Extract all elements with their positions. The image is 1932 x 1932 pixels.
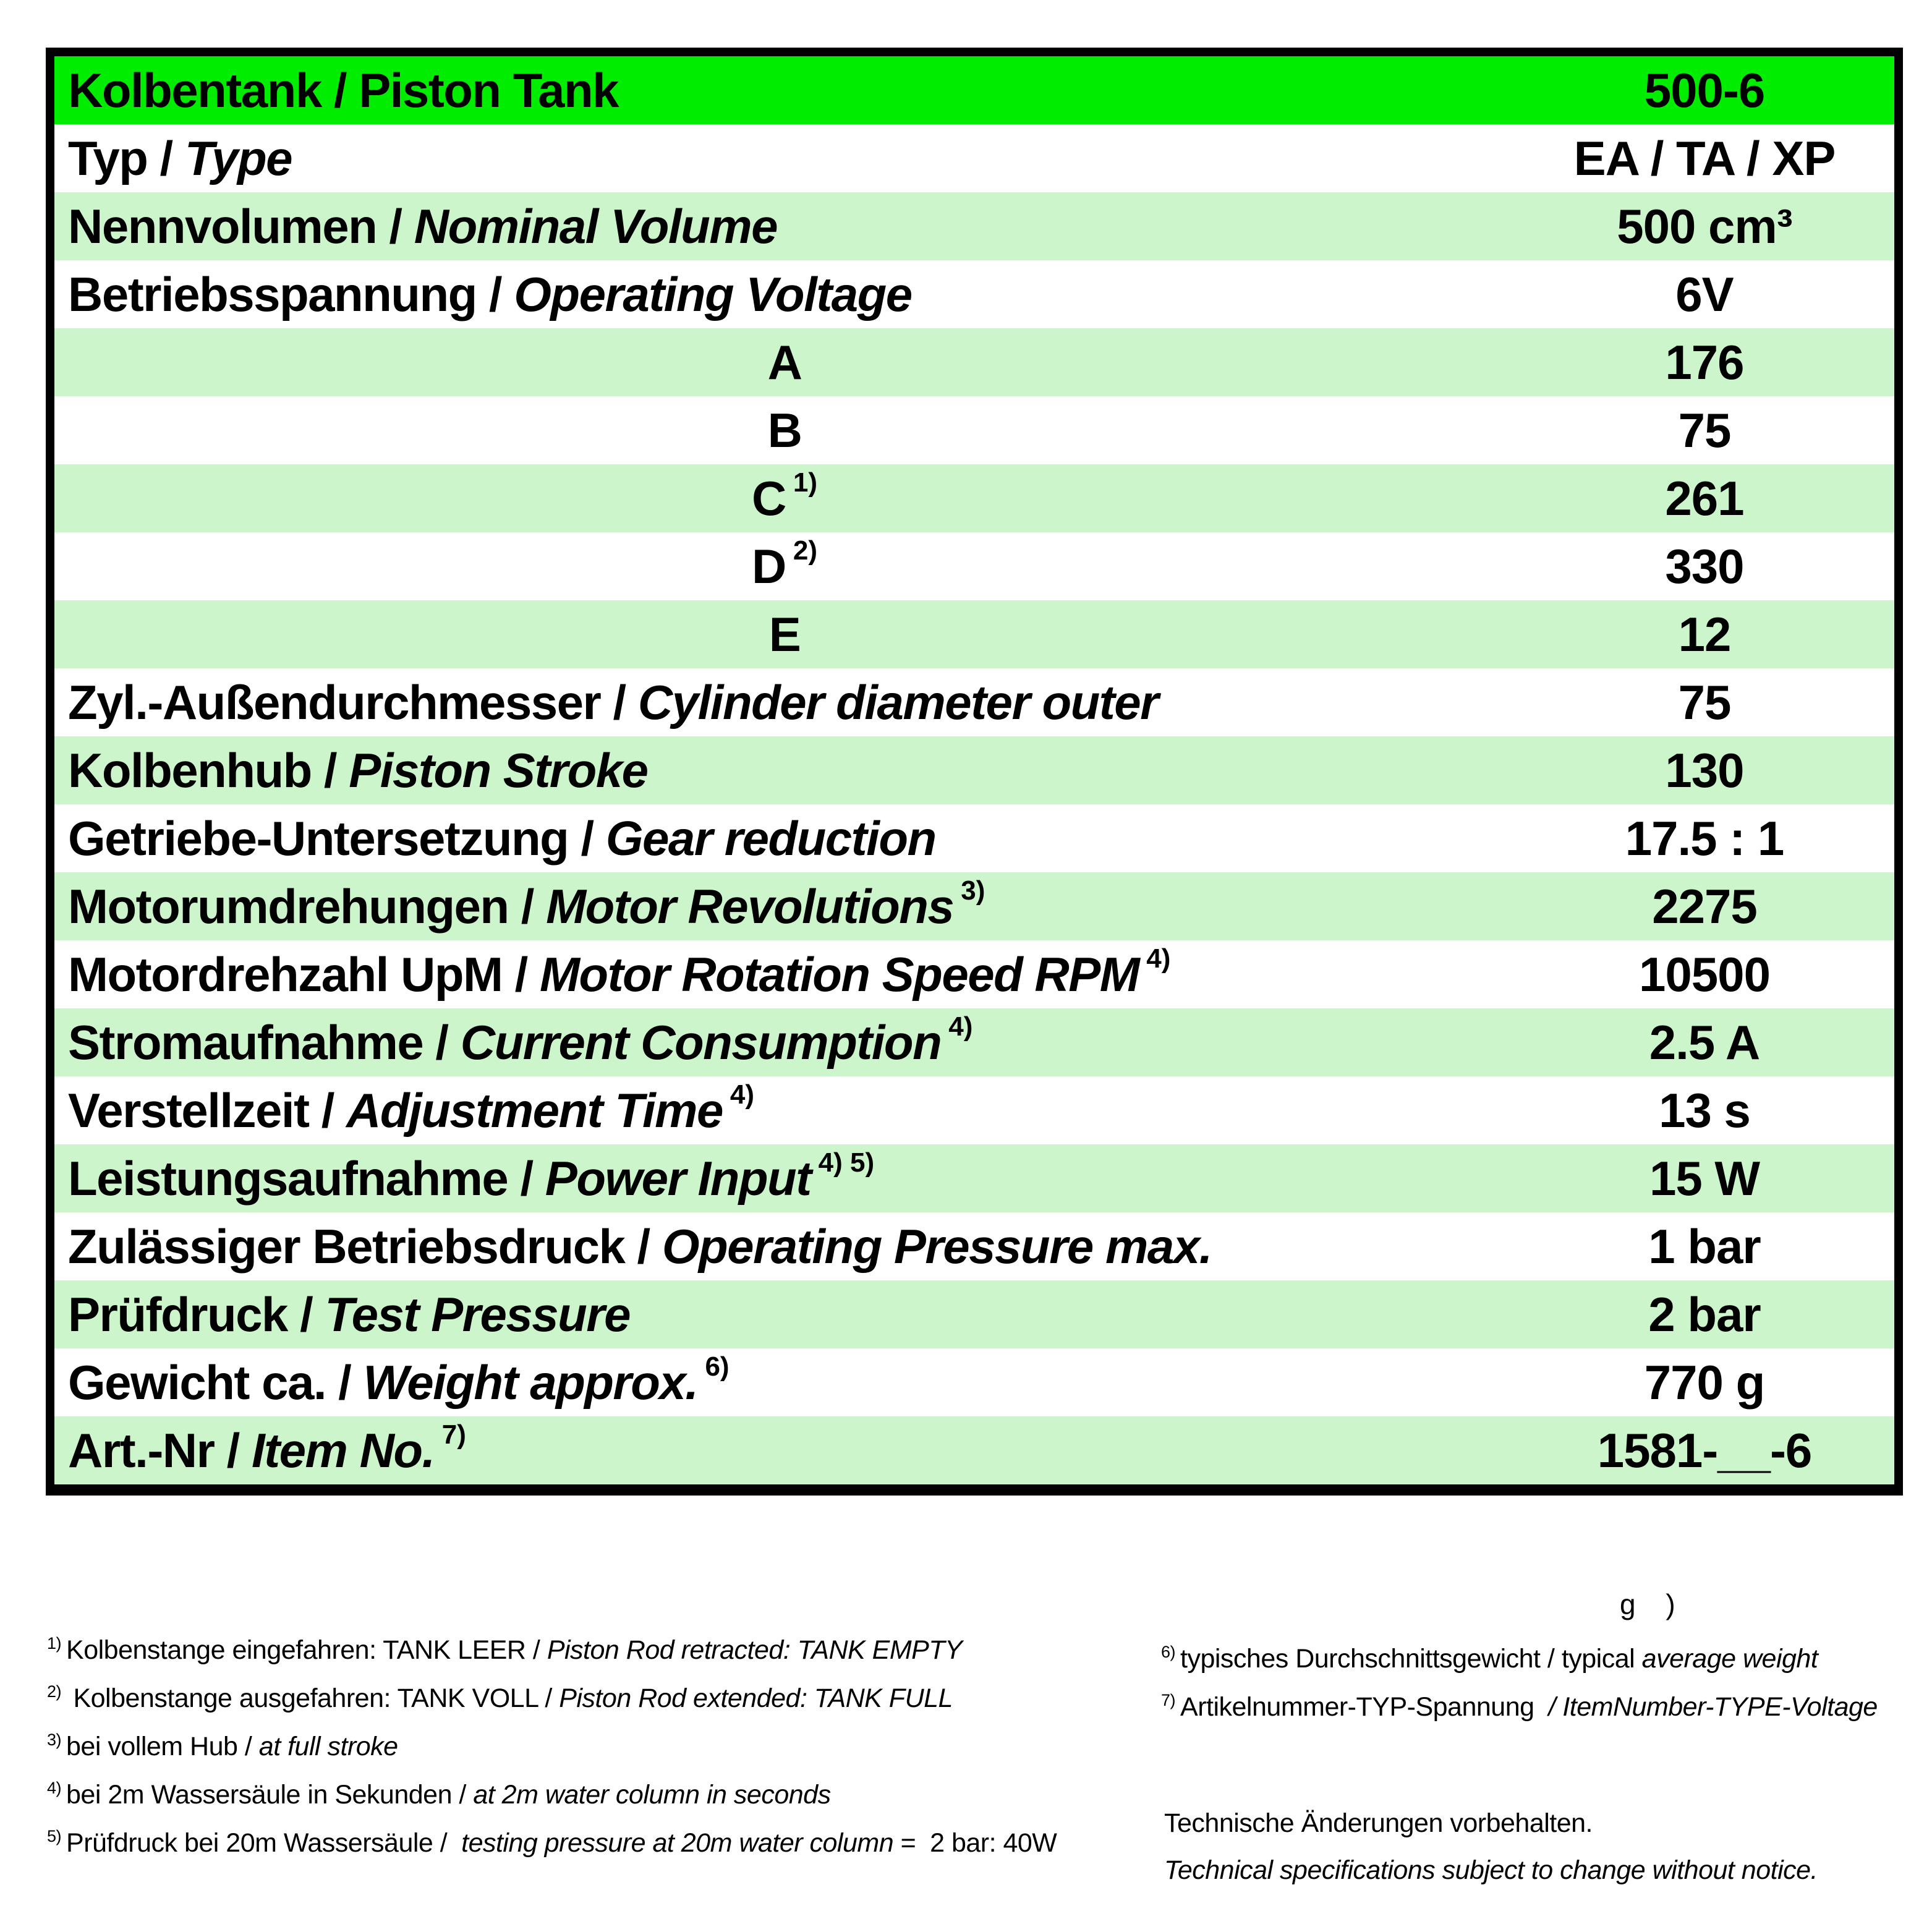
footnote-marker: 1) (793, 467, 817, 498)
row-value: 15 W (1649, 1151, 1760, 1206)
row-label (54, 1287, 1515, 1342)
table-row (54, 1144, 1894, 1212)
row-label-en: Gear reduction (605, 811, 936, 866)
footnote-marker: 1) (47, 1634, 62, 1653)
row-label-en: Power Input (545, 1151, 811, 1206)
row-label-de: Motorumdrehungen (68, 879, 509, 934)
row-label-de: Typ (68, 131, 148, 185)
footnote (47, 1682, 1166, 1713)
row-label-de: Nennvolumen (68, 199, 377, 253)
footnote-text: Prüfdruck bei 20m Wassersäule / (66, 1828, 454, 1858)
footnote-text: average weight (1641, 1644, 1818, 1674)
row-label (54, 535, 1515, 594)
row-label-en: Test Pressure (325, 1287, 630, 1342)
row-label (54, 875, 1515, 934)
footnote-text: at 2m water column in seconds (473, 1780, 831, 1810)
footnote-marker: 4) (730, 1079, 755, 1110)
label-separator: / (377, 199, 414, 253)
row-value: 13 s (1659, 1083, 1750, 1138)
label-separator: / (508, 1151, 545, 1206)
change-notice-block (1164, 1810, 1925, 1904)
row-label (54, 335, 1515, 389)
label-separator: / (600, 675, 638, 730)
footnote (47, 1634, 1166, 1665)
table-row (54, 804, 1894, 872)
footnote-text: testing pressure at 20m water column (454, 1828, 894, 1858)
row-label (54, 267, 1515, 321)
dimension-letter: A (767, 335, 802, 389)
row-label (54, 811, 1515, 866)
row-value: 770 g (1644, 1355, 1765, 1410)
footnote (1161, 1691, 1928, 1722)
table-row (54, 1416, 1894, 1484)
row-value: 17.5 : 1 (1625, 811, 1784, 866)
row-value: 130 (1665, 743, 1744, 798)
footnote-marker: 5) (47, 1827, 62, 1845)
label-separator: / (568, 811, 606, 866)
table-header-row (54, 56, 1894, 124)
table-row (54, 940, 1894, 1008)
footnote-marker: 3) (47, 1730, 62, 1749)
change-notice-de: Technische Änderungen vorbehalten. (1164, 1808, 1593, 1838)
row-label (54, 743, 1515, 798)
footnote-marker: 6) (705, 1351, 730, 1382)
table-rows (54, 124, 1894, 1484)
footnotes-right (1161, 1643, 1928, 1742)
label-separator: / (214, 1423, 252, 1478)
footnote-text: Piston Rod retracted: TANK EMPTY (547, 1635, 963, 1665)
row-label (54, 1011, 1515, 1070)
row-label-en: Cylinder diameter outer (637, 675, 1158, 730)
row-label (54, 1219, 1515, 1274)
table-row (54, 396, 1894, 464)
dimension-letter: E (768, 607, 801, 662)
table-row (54, 192, 1894, 260)
footnote-marker: 2) (47, 1682, 62, 1701)
footnote-marker: 2) (793, 535, 817, 566)
table-row (54, 872, 1894, 940)
row-label-de: Getriebe-Untersetzung (68, 811, 569, 866)
footnote (47, 1730, 1166, 1761)
table-row (54, 736, 1894, 804)
footnote (1161, 1643, 1928, 1674)
row-value: 75 (1678, 675, 1731, 730)
label-separator: / (311, 743, 349, 798)
footnote-text: bei 2m Wassersäule in Sekunden / (66, 1780, 474, 1810)
row-value: 261 (1665, 471, 1744, 526)
table-row (54, 1008, 1894, 1076)
row-value: 1581-__-6 (1597, 1423, 1812, 1478)
row-label-de: Leistungsaufnahme (68, 1151, 508, 1206)
row-label-en: Current Consumption (460, 1015, 942, 1070)
footnote-text: / ItemNumber-TYPE-Voltage (1548, 1692, 1878, 1722)
table-row (54, 668, 1894, 736)
row-label-de: Gewicht ca. (68, 1355, 326, 1410)
spec-table (46, 48, 1903, 1496)
row-label-de: Prüfdruck (68, 1287, 287, 1342)
footnote-marker: 7) (1161, 1691, 1176, 1709)
row-label (54, 675, 1515, 730)
row-value: EA / TA / XP (1573, 131, 1836, 185)
row-value: 2.5 A (1649, 1015, 1760, 1070)
dimension-letter: C (752, 471, 786, 526)
row-value: 330 (1665, 539, 1744, 594)
row-label-de: Motordrehzahl UpM (68, 947, 503, 1002)
label-separator: / (423, 1015, 461, 1070)
row-label (54, 607, 1515, 662)
label-separator: / (502, 947, 540, 1002)
footnote-marker: 4) (47, 1779, 62, 1797)
row-label-de: Verstellzeit (68, 1083, 309, 1138)
table-row (54, 260, 1894, 328)
row-label (54, 467, 1515, 526)
footnote (47, 1827, 1166, 1858)
table-row (54, 1076, 1894, 1144)
footnote-marker: 4) 5) (818, 1147, 875, 1178)
table-row (54, 600, 1894, 668)
table-row (54, 1212, 1894, 1280)
footnote-marker: 4) (1146, 943, 1171, 974)
table-row (54, 464, 1894, 532)
row-label-de: Zyl.-Außendurchmesser (68, 675, 601, 730)
row-label-en: Operating Voltage (514, 267, 912, 321)
row-value: 6V (1675, 267, 1734, 321)
table-row (54, 328, 1894, 396)
dimension-letter: B (767, 403, 802, 457)
model-code: 500-6 (1644, 63, 1765, 117)
table-row (54, 1280, 1894, 1348)
row-label-en: Item No. (252, 1423, 435, 1478)
footnote-text: bei vollem Hub / (66, 1732, 259, 1761)
row-label-en: Motor Revolutions (546, 879, 954, 934)
row-label-de: Stromaufnahme (68, 1015, 423, 1070)
row-label-de: Zulässiger Betriebsdruck (68, 1219, 625, 1274)
label-separator: / (309, 1083, 347, 1138)
dimension-letter: D (752, 539, 786, 594)
footnotes-left (47, 1634, 1166, 1878)
footnote-text: Artikelnummer-TYP-Spannung (1180, 1692, 1549, 1722)
footnote-text: at full stroke (258, 1732, 398, 1761)
footnote-marker: 4) (948, 1011, 973, 1042)
row-label (54, 1147, 1515, 1206)
table-title: Kolbentank / Piston Tank (68, 63, 618, 117)
label-separator: / (147, 131, 185, 185)
footnote-marker: 6) (1161, 1643, 1176, 1661)
footnote-marker: 3) (961, 875, 985, 906)
footnote (47, 1779, 1166, 1810)
table-row (54, 1348, 1894, 1416)
clipped-text: g ) (1620, 1588, 1687, 1620)
row-label-de: Art.-Nr (68, 1423, 215, 1478)
footnote-text: Kolbenstange eingefahren: TANK LEER / (66, 1635, 547, 1665)
row-label-de: Kolbenhub (68, 743, 312, 798)
table-row (54, 124, 1894, 192)
row-label-en: Nominal Volume (414, 199, 777, 253)
row-label-en: Type (184, 131, 292, 185)
row-value: 1 bar (1648, 1219, 1761, 1274)
row-label-de: Betriebsspannung (68, 267, 477, 321)
row-label (54, 403, 1515, 457)
row-label (54, 199, 1515, 253)
row-label-en: Motor Rotation Speed RPM (539, 947, 1139, 1002)
footnote-marker: 7) (441, 1419, 466, 1450)
change-notice-en: Technical specifications subject to change without notice. (1164, 1855, 1818, 1885)
label-separator: / (326, 1355, 364, 1410)
row-label-en: Operating Pressure max. (662, 1219, 1212, 1274)
label-separator: / (287, 1287, 325, 1342)
footnote-text: Kolbenstange ausgefahren: TANK VOLL / (66, 1683, 560, 1713)
row-value: 12 (1678, 607, 1731, 662)
row-value: 176 (1665, 335, 1744, 389)
footnote-text: typisches Durchschnittsgewicht / typical (1180, 1644, 1642, 1674)
row-label (54, 1079, 1515, 1138)
label-separator: / (624, 1219, 662, 1274)
footnote-text: Piston Rod extended: TANK FULL (559, 1683, 953, 1713)
clipped-text-fragment (1620, 1588, 1725, 1636)
row-value: 10500 (1639, 947, 1770, 1002)
row-label (54, 1351, 1515, 1410)
row-value: 2275 (1652, 879, 1757, 934)
row-label-en: Weight approx. (363, 1355, 698, 1410)
table-row (54, 532, 1894, 600)
row-label (54, 1419, 1515, 1478)
row-value: 500 cm³ (1617, 199, 1792, 253)
row-label (54, 131, 1515, 185)
label-separator: / (476, 267, 514, 321)
row-value: 75 (1678, 403, 1731, 457)
row-value: 2 bar (1648, 1287, 1761, 1342)
footnote-text: = 2 bar: 40W (893, 1828, 1057, 1858)
row-label-en: Adjustment Time (346, 1083, 723, 1138)
row-label (54, 943, 1515, 1002)
row-label-en: Piston Stroke (349, 743, 648, 798)
label-separator: / (508, 879, 547, 934)
